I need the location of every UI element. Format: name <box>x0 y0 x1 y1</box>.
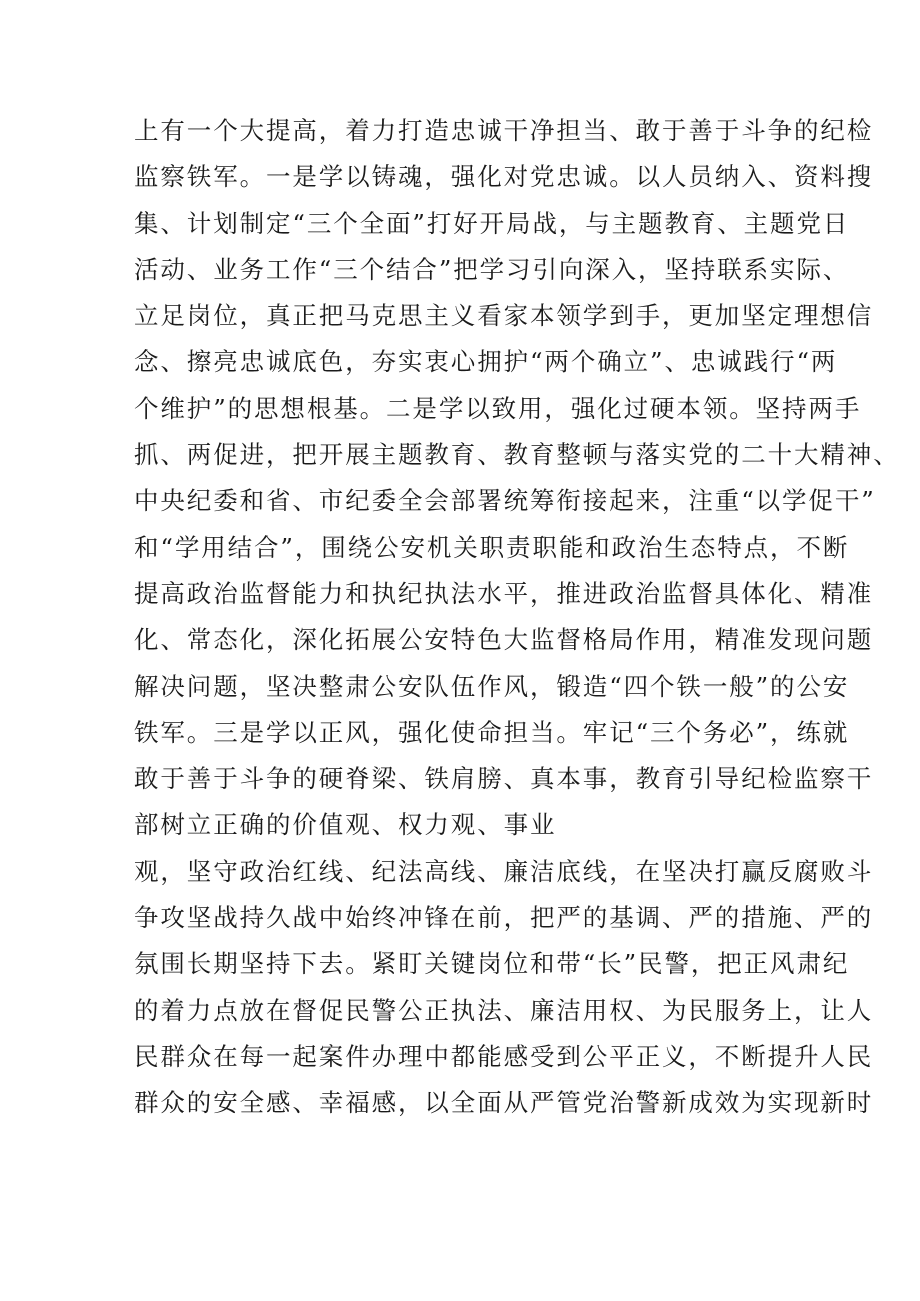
text-line: 民群众在每一起案件办理中都能感受到公平正义，不断提升人民 <box>134 1041 874 1071</box>
text-line: 铁军。三是学以正风，强化使命担当。牢记“三个务必”，练就 <box>134 717 850 747</box>
text-line: 活动、业务工作“三个结合”把学习引向深入，坚持联系实际、 <box>134 254 850 284</box>
text-line: 部树立正确的价值观、权力观、事业 <box>134 810 557 840</box>
text-line: 群众的安全感、幸福感，以全面从严管党治警新成效为实现新时 <box>134 1088 874 1118</box>
text-line: 争攻坚战持久战中始终冲锋在前，把严的基调、严的措施、严的 <box>134 903 874 933</box>
text-line: 上有一个大提高，着力打造忠诚干净担当、敢于善于斗争的纪检 <box>134 116 874 145</box>
text-line: 监察铁军。一是学以铸魂，强化对党忠诚。以人员纳入、资料搜 <box>134 162 874 192</box>
text-line: 观，坚守政治红线、纪法高线、廉洁底线，在坚决打赢反腐败斗 <box>134 856 874 886</box>
text-line: 抓、两促进，把开展主题教育、教育整顿与落实党的二十大精神、 <box>134 440 900 470</box>
text-line: 个维护”的思想根基。二是学以致用，强化过硬本领。坚持两手 <box>134 393 862 423</box>
text-line: 和“学用结合”，围绕公安机关职责职能和政治生态特点，不断 <box>134 532 850 562</box>
text-line: 化、常态化，深化拓展公安特色大监督格局作用，精准发现问题 <box>134 625 874 655</box>
body-text <box>134 108 900 1127</box>
text-line: 集、计划制定“三个全面”打好开局战，与主题教育、主题党日 <box>134 208 850 238</box>
text-line: 中央纪委和省、市纪委全会部署统筹衔接起来，注重“以学促干” <box>134 486 876 516</box>
text-line: 解决问题，坚决整肃公安队伍作风，锻造“四个铁一般”的公安 <box>134 671 850 701</box>
text-line: 敢于善于斗争的硬脊梁、铁肩膀、真本事，教育引导纪检监察干 <box>134 764 874 794</box>
text-line: 的着力点放在督促民警公正执法、廉洁用权、为民服务上，让人 <box>134 995 874 1025</box>
text-line: 提高政治监督能力和执纪执法水平，推进政治监督具体化、精准 <box>134 578 874 608</box>
text-line: 立足岗位，真正把马克思主义看家本领学到手，更加坚定理想信 <box>134 301 874 331</box>
text-line: 念、擦亮忠诚底色，夯实衷心拥护“两个确立”、忠诚践行“两 <box>134 347 838 377</box>
text-line: 氛围长期坚持下去。紧盯关键岗位和带“长”民警，把正风肃纪 <box>134 949 850 979</box>
